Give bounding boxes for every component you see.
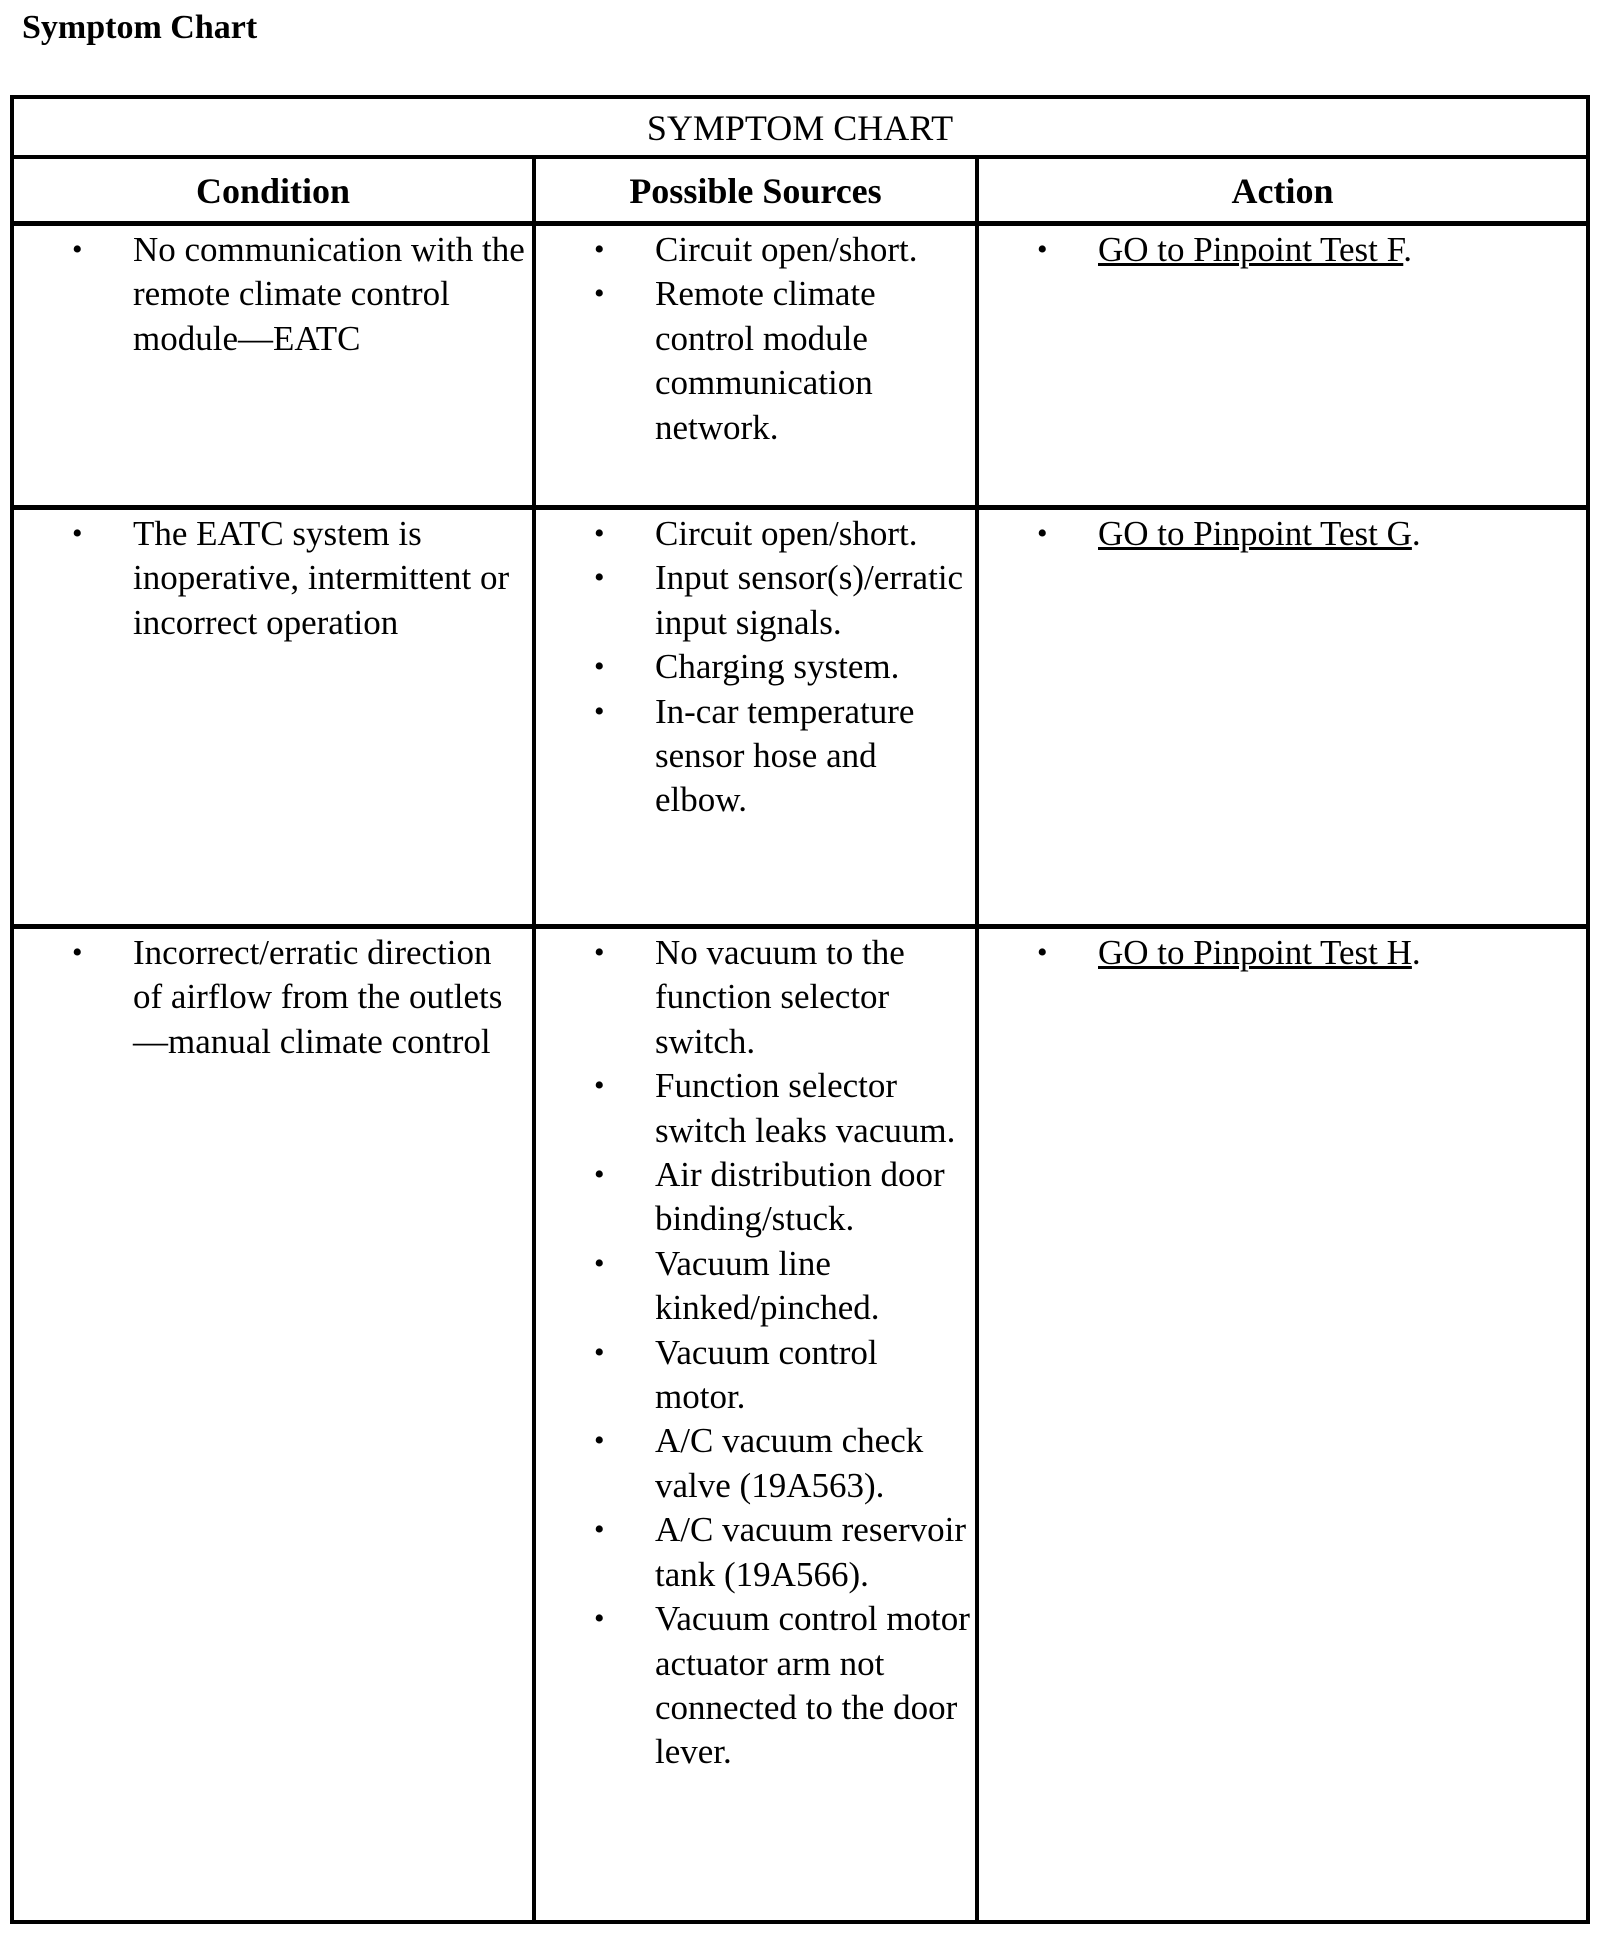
source-item: • Vacuum control motor actuator arm not connected to the door lever. (536, 1597, 975, 1775)
row-divider (14, 924, 1586, 929)
row-3-action-cell (979, 931, 1586, 975)
action-suffix: . (1411, 514, 1421, 553)
row-divider (14, 221, 1586, 226)
condition-item: • No communication with the remote climate control module—EATC (14, 228, 532, 361)
action-item (979, 228, 1586, 272)
source-item: • Input sensor(s)/erratic input signals. (536, 556, 975, 645)
row-2-condition-cell (14, 512, 532, 645)
row-1-action-cell (979, 228, 1586, 272)
source-item: • No vacuum to the function selector switch. (536, 931, 975, 1064)
symptom-chart-table (10, 95, 1590, 1924)
pinpoint-test-h-link[interactable]: GO to Pinpoint Test H (1098, 933, 1412, 972)
action-suffix: . (1403, 230, 1413, 269)
header-possible-sources: Possible Sources (629, 171, 882, 211)
source-item: • Vacuum control motor. (536, 1331, 975, 1420)
row-2-action-cell (979, 512, 1586, 556)
action-item (979, 512, 1586, 556)
pinpoint-test-g-link[interactable]: GO to Pinpoint Test G (1098, 514, 1412, 553)
source-item: • In-car temperature sensor hose and elbow. (536, 690, 975, 823)
row-3-sources-cell (536, 931, 975, 1775)
condition-item: • The EATC system is inoperative, intermittent or incorrect operation (14, 512, 532, 645)
source-item: • Remote climate control module communication network. (536, 272, 975, 450)
page-heading: Symptom Chart (22, 9, 258, 46)
header-action: Action (1231, 171, 1334, 211)
source-item: • Charging system. (536, 645, 975, 689)
source-item: • A/C vacuum check valve (19A563). (536, 1419, 975, 1508)
source-item: • Air distribution door binding/stuck. (536, 1153, 975, 1242)
pinpoint-test-f-link[interactable]: GO to Pinpoint Test F (1098, 230, 1404, 269)
source-item: • Circuit open/short. (536, 228, 975, 272)
action-suffix: . (1411, 933, 1421, 972)
source-item: • Vacuum line kinked/pinched. (536, 1242, 975, 1331)
source-item: • Function selector switch leaks vacuum. (536, 1064, 975, 1153)
condition-item: • Incorrect/erratic direction of airflow from the outlets—manual climate control (14, 931, 532, 1064)
action-item (979, 931, 1586, 975)
row-2-sources-cell (536, 512, 975, 823)
row-divider (14, 505, 1586, 510)
row-3-condition-cell (14, 931, 532, 1064)
source-item: • Circuit open/short. (536, 512, 975, 556)
row-1-sources-cell (536, 228, 975, 450)
source-item: • A/C vacuum reservoir tank (19A566). (536, 1508, 975, 1597)
table-title: SYMPTOM CHART (14, 99, 1586, 159)
column-divider (975, 159, 979, 1920)
row-1-condition-cell (14, 228, 532, 361)
header-condition: Condition (195, 171, 351, 211)
